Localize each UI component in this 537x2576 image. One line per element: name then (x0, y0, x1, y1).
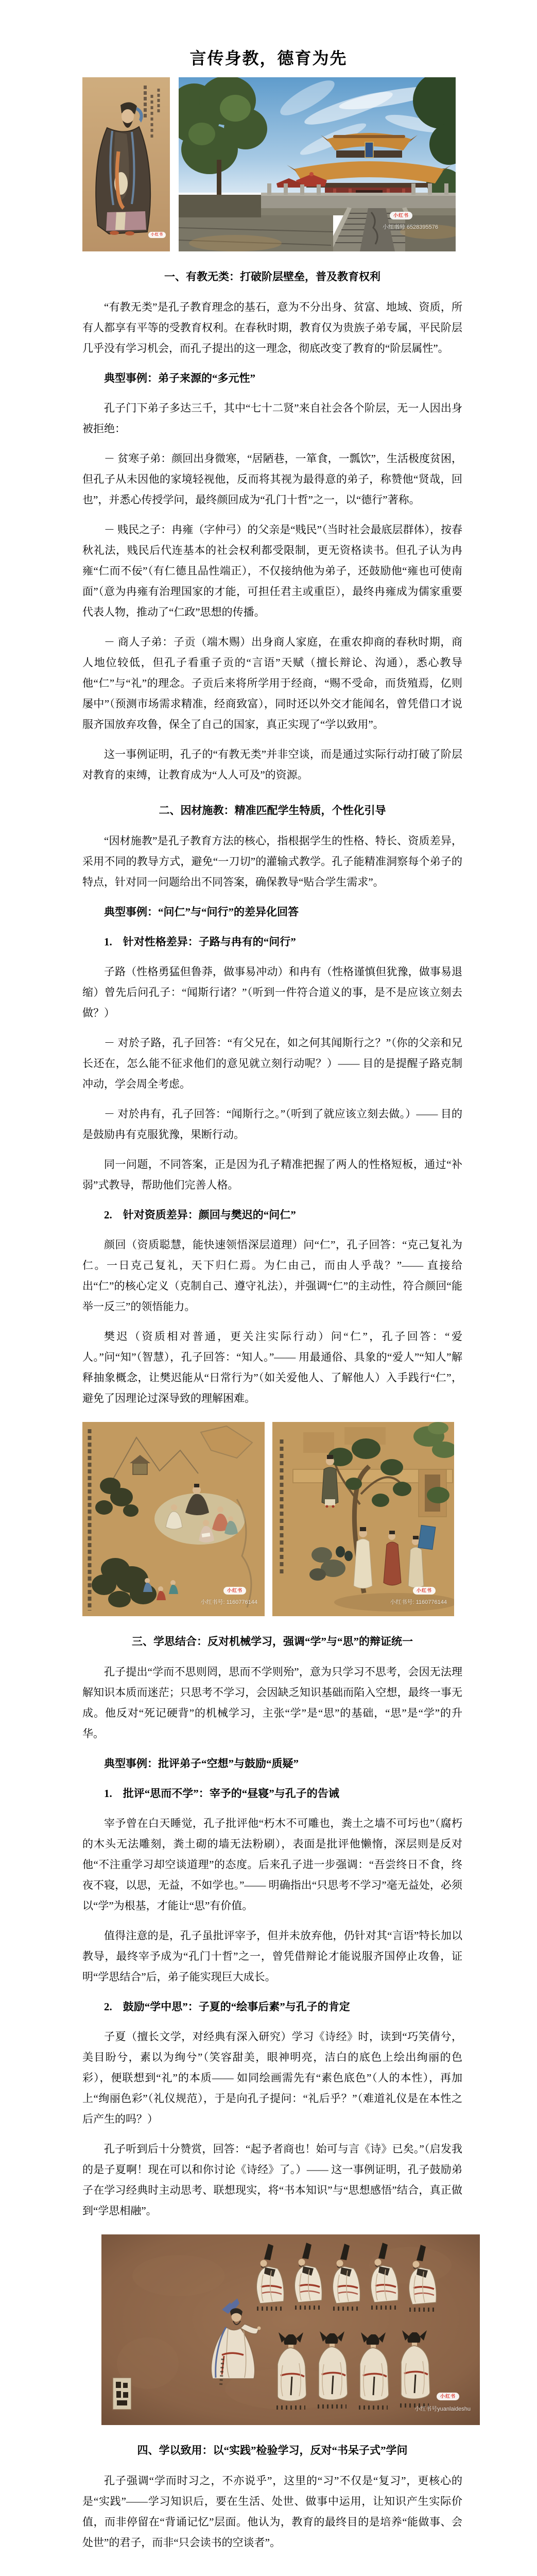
xiaohongshu-logo: 小红书 (148, 232, 166, 238)
page-title: 言传身教，德育为先 (189, 49, 348, 67)
document-body (82, 77, 471, 2553)
classical-painting-left (82, 1422, 265, 1616)
list-item: － 商人子弟：子贡（端木赐）出身商人家庭，在重农抑商的春秋时期，商人地位较低，但孔子看重子贡的“言语”天赋（擅长辩论、沟通），悉心教导他“仁”与“礼”的理念。子贡后来将所学用于经商，“赐不受命，而货殖焉，亿则屡中”（预测市场需求精准，经商致富），同时还以外交才能闻名，曾凭借口才说服齐国放弃攻鲁，保全了自己的国家，真正实现了“学以致用”。 (82, 636, 462, 731)
section-heading-3: 三、学思结合：反对机械学习，强调“学”与“思”的辩证统一 (132, 1635, 413, 1648)
sub-heading: 2. 鼓励“学中思”：子夏的“绘事后素”与孔子的肯定 (104, 2001, 350, 2013)
confucius-portrait-art (82, 77, 170, 251)
painting-image-row (82, 1422, 462, 1616)
confucius-temple-photo (179, 77, 456, 251)
case-label: 典型事例：弟子来源的“多元性” (104, 372, 255, 384)
xiaohongshu-logo: 小红书 (413, 1587, 436, 1595)
paragraph: 孔子提出“学而不思则罔，思而不学则殆”，意为只学习不思考，会因无法理解知识本质而迷茫；只思考不学习，会因缺乏知识基础而陷入空想，最终一事无成。他反对“死记硬背”的机械学习，主张“学”是“思”的基础，“思”是“学”的升华。 (82, 1666, 462, 1740)
confucius-portrait-image (82, 77, 170, 251)
top-image-row (82, 77, 462, 251)
section-heading-2: 二、因材施教：精准匹配学生特质，个性化引导 (159, 804, 386, 817)
xiaohongshu-logo: 小红书 (390, 212, 412, 219)
paragraph: 值得注意的是，孔子虽批评宰予，但并未放弃他，仍针对其“言语”特长加以教导，最终宰予成为“孔门十哲”之一，曾凭借辩论才能说服齐国停止攻鲁，证明“学思结合”后，弟子能实现巨大成长。 (82, 1929, 462, 1983)
sub-heading: 1. 针对性格差异：子路与冉有的“问行” (104, 936, 296, 948)
list-item: － 贱民之子：冉雍（字仲弓）的父亲是“贱民”（当时社会最底层群体），按春秋礼法，贱民后代连基本的社会权利都受限制，更无资格读书。但孔子认为冉雍“仁而不佞”（有仁德且品性端正），不仅接纳他为弟子，还鼓励他“雍也可使南面”（意为冉雍有治理国家的才能，可担任君主或重臣），最终冉雍成为儒家重要代表人物，推动了“仁政”思想的传播。 (82, 523, 462, 618)
section-heading-1: 一、有教无类：打破阶层壁垒，普及教育权利 (164, 270, 380, 283)
list-item: － 贫寒子弟：颜回出身微寒，“居陋巷，一箪食，一瓢饮”，生活极度贫困，但孔子从未因他的家境轻视他，反而将其视为最得意的弟子，称赞他“贤哉，回也”，并悉心传授学问，最终颜回成为“孔门十哲”之一，以“德行”著称。 (82, 452, 462, 506)
watermark-id: 小红书号 6528395576 (382, 224, 438, 230)
paragraph: 这一事例证明，孔子的“有教无类”并非空谈，而是通过实际行动打破了阶层对教育的束缚，让教育成为“人人可及”的资源。 (82, 748, 462, 781)
watermark-id: 小红书号: 1160776144 (390, 1599, 447, 1605)
paragraph: “因材施教”是孔子教育方法的核心，指根据学生的性格、特长、资质差异，采用不同的教导方式，避免“一刀切”的灌输式教学。孔子能精准洞察每个弟子的特点，针对同一问题给出不同答案，确保教导“贴合学生需求”。 (82, 835, 462, 888)
paragraph: “有教无类”是孔子教育理念的基石，意为不分出身、贫富、地域、资质，所有人都享有平等的受教育权利。在春秋时期，教育仅为贵族子弟专属，平民阶层几乎没有学习机会，而孔子提出的这一理念，彻底改变了教育的“阶层属性”。 (82, 301, 462, 354)
case-label: 典型事例：“问仁”与“问行”的差异化回答 (104, 906, 299, 918)
section-heading-4: 四、学以致用：以“实践”检验学习，反对“书呆子式”学问 (137, 2444, 408, 2456)
paragraph: 孔子强调“学而时习之，不亦说乎”，这里的“习”不仅是“复习”，更核心的是“实践”——学习知识后，要在生活、处世、做事中运用，让知识产生实际价值，而非停留在“背诵记忆”层面。他认为，教育的最终目的是培养“能做事、会处世”的君子，而非“只会读书的空谈者”。 (82, 2475, 462, 2549)
paragraph: 孔子门下弟子多达三千，其中“七十二贤”来自社会各个阶层，无一人因出身被拒绝： (82, 402, 462, 435)
list-item: － 对於冉有，孔子回答：“闻斯行之。”（听到了就应该立刻去做。）—— 目的是鼓励冉有克服犹豫，果断行动。 (82, 1108, 462, 1141)
watermark-id: 小红书号: 1160776144 (200, 1599, 257, 1605)
xiaohongshu-logo: 小红书 (223, 1587, 246, 1595)
list-item: － 对於子路，孔子回答：“有父兄在，如之何其闻斯行之？”（你的父亲和兄长还在，怎么能不征求他们的意见就立刻行动呢？）—— 目的是提醒子路克制冲动，学会周全考虑。 (82, 1037, 462, 1090)
red-seal (113, 2378, 131, 2410)
sub-heading: 2. 针对资质差异：颜回与樊迟的“问仁” (104, 1209, 296, 1221)
xiaohongshu-logo: 小红书 (437, 2393, 459, 2400)
case-label: 典型事例：批评弟子“空想”与鼓励“质疑” (104, 1757, 299, 1770)
paragraph: 孔子听到后十分赞赏，回答：“起予者商也！始可与言《诗》已矣。”（启发我的是子夏啊！现在可以和你讨论《诗经》了。）—— 这一事例证明，孔子鼓励弟子在学习经典时主动思考、联想现实，将“书本知识”与“思想感悟”结合，真正做到“学思相融”。 (82, 2143, 462, 2217)
teaching-mural-art (101, 2234, 480, 2425)
paragraph: 颜回（资质聪慧，能快速领悟深层道理）问“仁”，孔子回答：“克己复礼为仁。一日克己复礼，天下归仁焉。为仁由己，而由人乎哉？”—— 直接给出“仁”的核心定义（克制自己、遵守礼法），并强调“仁”的主动性，符合颜回“能举一反三”的领悟能力。 (82, 1239, 462, 1313)
classical-painting-right (272, 1422, 454, 1616)
watermark-id: 小红书号yuanlaideshu (414, 2406, 471, 2412)
paragraph: 同一问题，不同答案，正是因为孔子精准把握了两人的性格短板，通过“补弱”式教导，帮助他们完善人格。 (82, 1158, 462, 1191)
paragraph: 子夏（擅长文学，对经典有深入研究）学习《诗经》时，读到“巧笑倩兮，美目盼兮，素以为绚兮”（笑容甜美，眼神明亮，洁白的底色上绘出绚丽的色彩），便联想到“礼”的本质—— 如同绘画需先有“素色底色”（人的本性），再加上“绚丽色彩”（礼仪规范），于是向孔子提问：“礼后乎？”（难道礼仪是在本性之后产生的吗？） (82, 2030, 462, 2125)
paragraph: 樊迟（资质相对普通，更关注实际行动）问“仁”，孔子回答：“爱人。”问“知”（智慧），孔子回答：“知人。”—— 用最通俗、具象的“爱人”“知人”解释抽象概念，让樊迟能从“日常行为”（如关爱他人、了解他人）入手践行“仁”，避免了因理论过深导致的理解困难。 (82, 1330, 462, 1404)
paragraph: 宰予曾在白天睡觉，孔子批评他“朽木不可雕也，粪土之墙不可圬也”（腐朽的木头无法雕刻，粪土砌的墙无法粉刷），表面是批评他懒惰，深层则是反对他“不注重学习却空谈道理”的态度。后来孔子进一步强调：“吾尝终日不食，终夜不寝，以思，无益，不如学也。”—— 明确指出“只思考不学习”毫无益处，必须以“学”为根基，才能让“思”有价值。 (82, 1817, 462, 1912)
sub-heading: 1. 批评“思而不学”：宰予的“昼寝”与孔子的告诫 (104, 1787, 339, 1800)
teaching-mural-image (101, 2234, 480, 2425)
paragraph: 子路（性格勇猛但鲁莽，做事易冲动）和冉有（性格谨慎但犹豫，做事易退缩）曾先后问孔子：“闻斯行诸？”（听到一件符合道义的事，是不是应该立刻去做？） (82, 965, 462, 1019)
